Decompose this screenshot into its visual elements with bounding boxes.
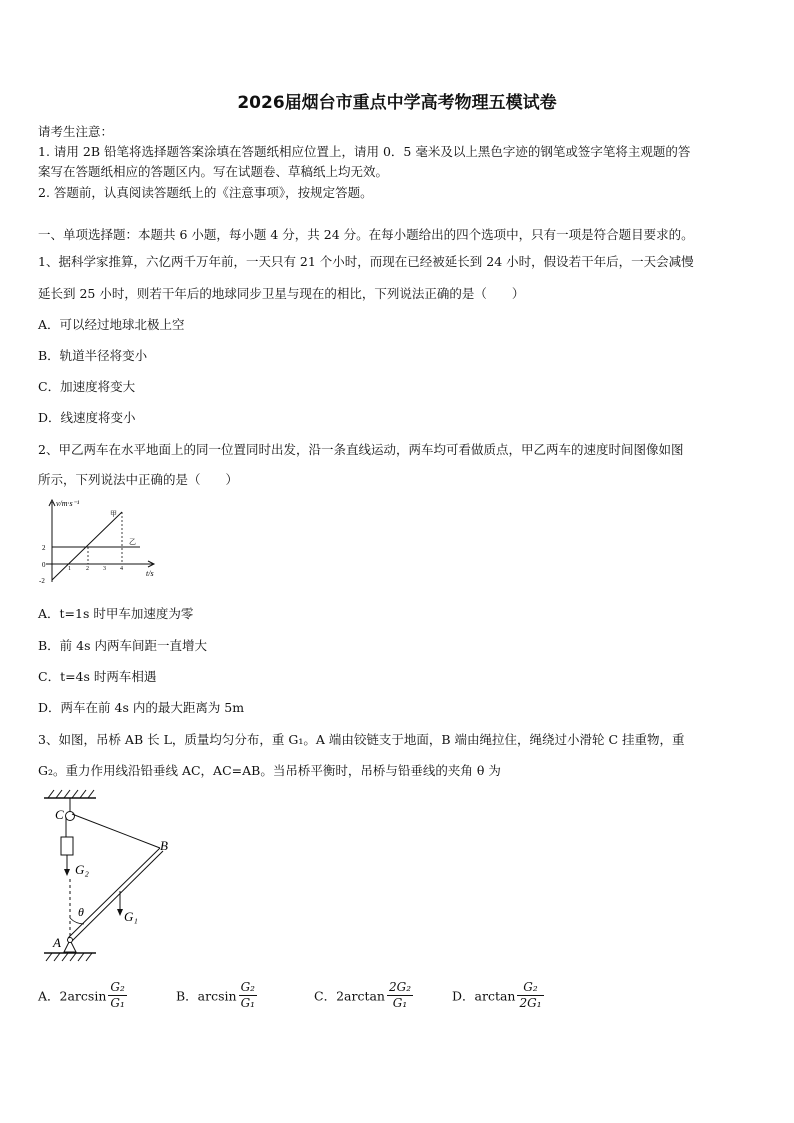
- q3-option-a-fraction: [108, 980, 126, 1011]
- q1-option-b: B．轨道半径将变小: [38, 348, 148, 363]
- ground-hatch: [46, 953, 92, 961]
- q3-option-b: [176, 980, 257, 1011]
- notice-heading: 请考生注意：: [38, 124, 114, 139]
- label-c: C: [55, 807, 64, 822]
- fraction-denominator: G₁: [240, 996, 255, 1010]
- section-heading: 一、单项选择题：本题共 6 小题，每小题 4 分，共 24 分。在每小题给出的四个选项中，只有一项是符合题目要求的。: [38, 227, 694, 242]
- series-yi-label: 乙: [129, 538, 136, 546]
- y-axis-label: v/m·s⁻¹: [56, 499, 80, 508]
- q3-stem-line-2: G₂。重力作用线沿铅垂线 AC，AC=AB。当吊桥平衡时，吊桥与铅垂线的夹角 θ 为: [38, 763, 501, 778]
- label-g1: G₁: [124, 909, 138, 924]
- q3-option-d-label: D．arctan: [452, 988, 516, 1004]
- q2-option-b: B．前 4s 内两车间距一直增大: [38, 638, 208, 653]
- notice-line-3: 2. 答题前，认真阅读答题纸上的《注意事项》，按规定答题。: [38, 185, 373, 200]
- x-tick-2: 2: [86, 566, 89, 572]
- q3-option-c: [314, 980, 413, 1011]
- x-tick-1: 1: [68, 566, 71, 572]
- exam-title: 2026届烟台市重点中学高考物理五模试卷: [237, 93, 557, 113]
- q2-option-d: D．两车在前 4s 内的最大距离为 5m: [38, 700, 245, 715]
- fraction-numerator: 2G₂: [388, 980, 412, 994]
- hinge-a: [68, 938, 73, 943]
- velocity-time-graph: [36, 496, 166, 586]
- q3-option-a-label: A．2arcsin: [38, 988, 107, 1004]
- q3-option-a: [38, 980, 127, 1011]
- series-jia-label: 甲: [110, 510, 117, 518]
- label-a: A: [53, 935, 61, 950]
- notice-line-1: 1. 请用 2B 铅笔将选择题答案涂填在答题纸相应位置上，请用 0．5 毫米及以上黑色字迹的钢笔或签字笔将主观题的答: [38, 144, 691, 159]
- q1-option-c: C．加速度将变大: [38, 379, 136, 394]
- ceiling-hatch: [48, 790, 94, 798]
- q3-option-d-fraction: [517, 980, 543, 1011]
- q1-option-a: A．可以经过地球北极上空: [38, 317, 185, 332]
- y-tick-0: 0: [42, 561, 46, 569]
- x-axis-label: t/s: [146, 569, 154, 578]
- q2-option-c: C．t=4s 时两车相遇: [38, 669, 157, 684]
- drawbridge-diagram: [38, 786, 188, 968]
- rope-cb: [72, 814, 160, 848]
- label-g2: G₂: [75, 862, 89, 877]
- weight-g2: [61, 837, 73, 855]
- x-tick-4: 4: [120, 566, 123, 572]
- g1-arrow-head: [117, 909, 123, 916]
- q1-option-d: D．线速度将变小: [38, 410, 136, 425]
- fraction-denominator: G₁: [110, 996, 125, 1010]
- fraction-numerator: G₂: [240, 980, 255, 994]
- fraction-denominator: G₁: [392, 996, 408, 1010]
- y-tick-2: 2: [42, 544, 46, 552]
- fraction-denominator: 2G₁: [519, 996, 542, 1010]
- q1-stem-line-1: 1、据科学家推算，六亿两千万年前，一天只有 21 个小时，而现在已经被延长到 24 小时，假设若干年后，一天会减慢: [38, 254, 694, 269]
- q3-option-c-label: C．2arctan: [314, 988, 385, 1004]
- q1-stem-line-2: 延长到 25 小时，则若干年后的地球同步卫星与现在的相比，下列说法正确的是（ ）: [38, 286, 525, 301]
- g2-arrow-head: [64, 869, 70, 876]
- fraction-numerator: G₂: [110, 980, 125, 994]
- label-theta: θ: [78, 905, 84, 919]
- q2-stem-line-2: 所示，下列说法中正确的是（ ）: [38, 472, 239, 487]
- x-tick-3: 3: [103, 566, 106, 572]
- q3-option-d: [452, 980, 544, 1011]
- q3-stem-line-1: 3、如图，吊桥 AB 长 L，质量均匀分布，重 G₁。A 端由铰链支于地面，B 端由绳拉住，绳绕过小滑轮 C 挂重物，重: [38, 732, 685, 747]
- q3-option-b-label: B．arcsin: [176, 988, 237, 1004]
- label-b: B: [160, 838, 168, 853]
- q3-option-b-fraction: [239, 980, 257, 1011]
- q2-option-a: A．t=1s 时甲车加速度为零: [38, 606, 194, 621]
- pulley-c: [66, 812, 75, 821]
- q2-stem-line-1: 2、甲乙两车在水平地面上的同一位置同时出发，沿一条直线运动，两车均可看做质点，甲乙两车的速度时间图像如图: [38, 442, 684, 457]
- y-tick-neg2: -2: [39, 577, 45, 585]
- notice-line-2: 案写在答题纸相应的答题区内。写在试题卷、草稿纸上均无效。: [38, 164, 389, 179]
- q3-option-c-fraction: [387, 980, 413, 1011]
- fraction-numerator: G₂: [517, 980, 543, 996]
